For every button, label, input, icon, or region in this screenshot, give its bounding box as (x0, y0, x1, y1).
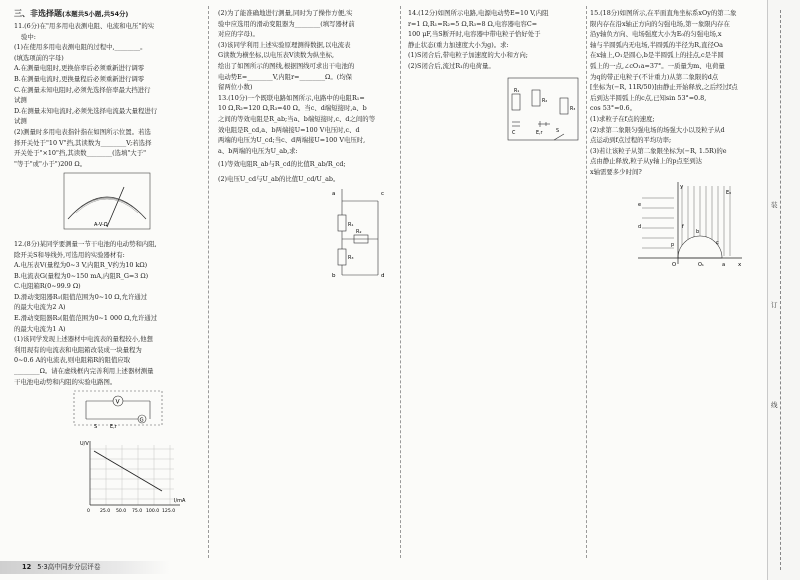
question-14: 14.(12分)如图所示电路,电源电动势E=10 V,内阻 r=1 Ω,R₁=R₂=5 Ω,R₃=8 Ω,电容器电容C= 100 μF,当S断开时,电容器中带电粒子恰好处于 静止状态(重力加速度大小为g)。求: (1)S闭合后,带电粒子加速度的大小和方向; (2)S闭合后,流过R₁的电荷量。 (408, 9, 549, 70)
svg-text:b: b (332, 272, 336, 279)
column-2 (218, 8, 394, 284)
svg-text:e: e (638, 201, 642, 208)
svg-text:E₀: E₀ (726, 189, 732, 196)
svg-text:R₂: R₂ (356, 228, 362, 235)
svg-text:U/V: U/V (80, 440, 89, 447)
svg-text:R₃: R₃ (348, 254, 354, 261)
q15-field-figure (590, 178, 760, 268)
svg-text:V: V (115, 398, 120, 406)
svg-text:25.0: 25.0 (100, 508, 111, 514)
svg-text:125.0: 125.0 (162, 508, 176, 514)
page-footer: 12 5·3高中同步分层评卷 (0, 561, 170, 574)
column-3 (408, 8, 582, 151)
svg-text:E,r: E,r (110, 424, 117, 431)
svg-text:c: c (716, 239, 719, 246)
binding-margin: 装 订 线 (767, 0, 800, 580)
question-11: 11.(6分)在"用多用电表测电阻、电流和电压"的实 验中: (1)在使用多用电表测电阻的过程中,________。 (填选项前的字母) A.在测量电阻时,更换倍率后必须重新进行调零 B.在测量电流时,更换量程后必须重新进行调零 C.在测量未知电阻时,必须先选择倍率最大挡进行 试测 D.在测量未知电流时,必须先选择电流最大量程进行 试测 (2)测量时多用电表指针指在如图所示位置。若选 择开关处于"10 V"挡,其读数为________V;若选择 开关处于"×10"挡,其读数________(选填"大于" "等于"或"小于")200 Ω。 (14, 22, 158, 168)
question-13: 13.(10分)一个既联电路如图所示,电路中的电阻R₁= 10 Ω,R₂=120 Ω,R₃=40 Ω。当c、d端短接时,a、b 之间的等效电阻是R_ab;当a、b端短接时,c、d之间的等 效电阻是R_cd,a、b两端接U=100 V电压时,c、d 两端的电压为U_cd;当c、d两端接U=100 V电压时, a、b两端的电压为U_ab,求: (1)等效电阻R_ab与R_cd的比值R_ab/R_cd; (2)电压U_cd与U_ab的比值U_cd/U_ab。 (218, 93, 376, 183)
column-4 (590, 8, 760, 271)
svg-text:O₁: O₁ (698, 261, 704, 268)
svg-text:E,r: E,r (536, 130, 543, 136)
u-i-graph (14, 435, 200, 515)
question-12: 12.(8分)某同学要测量一节干电池的电动势和内阻, 除开关S和导线外,可选用的实验器材有: A.电压表V(量程为0~3 V,内阻R_V约为10 kΩ) B.电流表G(量程为0~150 mA,内阻R_G=3 Ω) C.电阻箱R(0~99.9 Ω) D.滑动变阻器R₁(阻值范围为0~10 Ω,允许通过 的最大电流为2 A) E.滑动变阻器R₂(阻值范围为0~1 000 Ω,允许通过 的最大电流为1 A) (1)该同学发现上述器材中电流表的量程较小,他想 利用现有的电流表和电阻箱改装成一块量程为 0~0.6 A的电流表,则电阻箱R的阻值应取 ________Ω。请在虚线框内完善利用上述器材测量 干电池电动势和内阻的实验电路图。 (14, 239, 158, 386)
svg-text:100.0: 100.0 (146, 508, 160, 514)
svg-text:75.0: 75.0 (132, 508, 143, 514)
column-divider (208, 6, 209, 558)
svg-text:y: y (680, 183, 684, 190)
svg-text:O: O (672, 261, 677, 268)
svg-text:C: C (512, 130, 516, 136)
svg-text:0: 0 (87, 508, 90, 514)
svg-text:S: S (94, 424, 98, 431)
q13-circuit-figure (218, 185, 394, 281)
svg-text:R₁: R₁ (514, 88, 520, 94)
svg-text:A-V-Ω: A-V-Ω (94, 222, 108, 229)
svg-text:d: d (381, 272, 385, 279)
svg-text:S: S (556, 128, 560, 134)
svg-text:G: G (139, 417, 144, 424)
svg-text:I/mA: I/mA (174, 497, 186, 504)
svg-text:a: a (722, 261, 726, 268)
q14-circuit-figure (408, 72, 582, 148)
svg-text:R₃: R₃ (570, 106, 576, 112)
binding-line (780, 10, 781, 570)
column-1 (14, 8, 200, 518)
column-divider (586, 6, 587, 558)
svg-text:R₂: R₂ (542, 98, 548, 104)
svg-text:a: a (332, 190, 336, 197)
question-15: 15.(18分)如图所示,在平面直角坐标系xOy的第二象 限内存在沿x轴正方向的匀强电场,第一象限内存在 沿y轴负方向、电场强度大小为E₀的匀强电场,x 轴与半圆弧内无电场,半圆弧的半径为R,直径Oa 在x轴上,O₁是圆心,b是半圆弧上的挂点,c是半圆 弧上的一点,∠cO₁a=37°。一质量为m、电荷量 为q的带正电粒子(不计重力)从第二象限的d点 [坐标为(−R, 11R/50)]由静止开始释放,之后经过f点 后到达半圆弧上的c点,已知sin 53°=0.8, cos 53°=0.6。 (1)求粒子在f点的速度; (2)求第二象限匀强电场的场强大小以及粒子从d 点运动到f点过程的平均功率; (3)若让该粒子从第二象限坐标为(−R, 1.5R)的e 点由静止释放,粒子从y轴上的p点至到达 x轴需要多少时间? (590, 9, 738, 176)
svg-text:d: d (638, 223, 642, 230)
battery-circuit-figure (14, 387, 200, 431)
svg-text:b: b (696, 228, 700, 235)
svg-text:R₁: R₁ (348, 221, 354, 228)
svg-text:c: c (381, 190, 385, 197)
svg-text:f: f (682, 223, 684, 230)
section-heading: 三、非选择题(本题共5小题,共54分) (14, 9, 129, 18)
svg-text:p: p (671, 241, 675, 248)
svg-text:50.0: 50.0 (116, 508, 127, 514)
multimeter-dial-figure (14, 169, 200, 235)
column-divider (400, 6, 401, 558)
question-12-continued: (2)为了能准确地进行测量,同时为了操作方便,实 验中应选用的滑动变阻器为________(填写器材前 对应的字母)。 (3)该同学利用上述实验原理测得数据,以电流表 G读数为横坐标,以电压表V读数为纵坐标, 绘出了如图所示的图线,根据图线可求出干电池的 电动势E=________V,内阻r=________Ω。(均保 留两位小数) (218, 9, 355, 92)
svg-text:x: x (738, 261, 742, 268)
